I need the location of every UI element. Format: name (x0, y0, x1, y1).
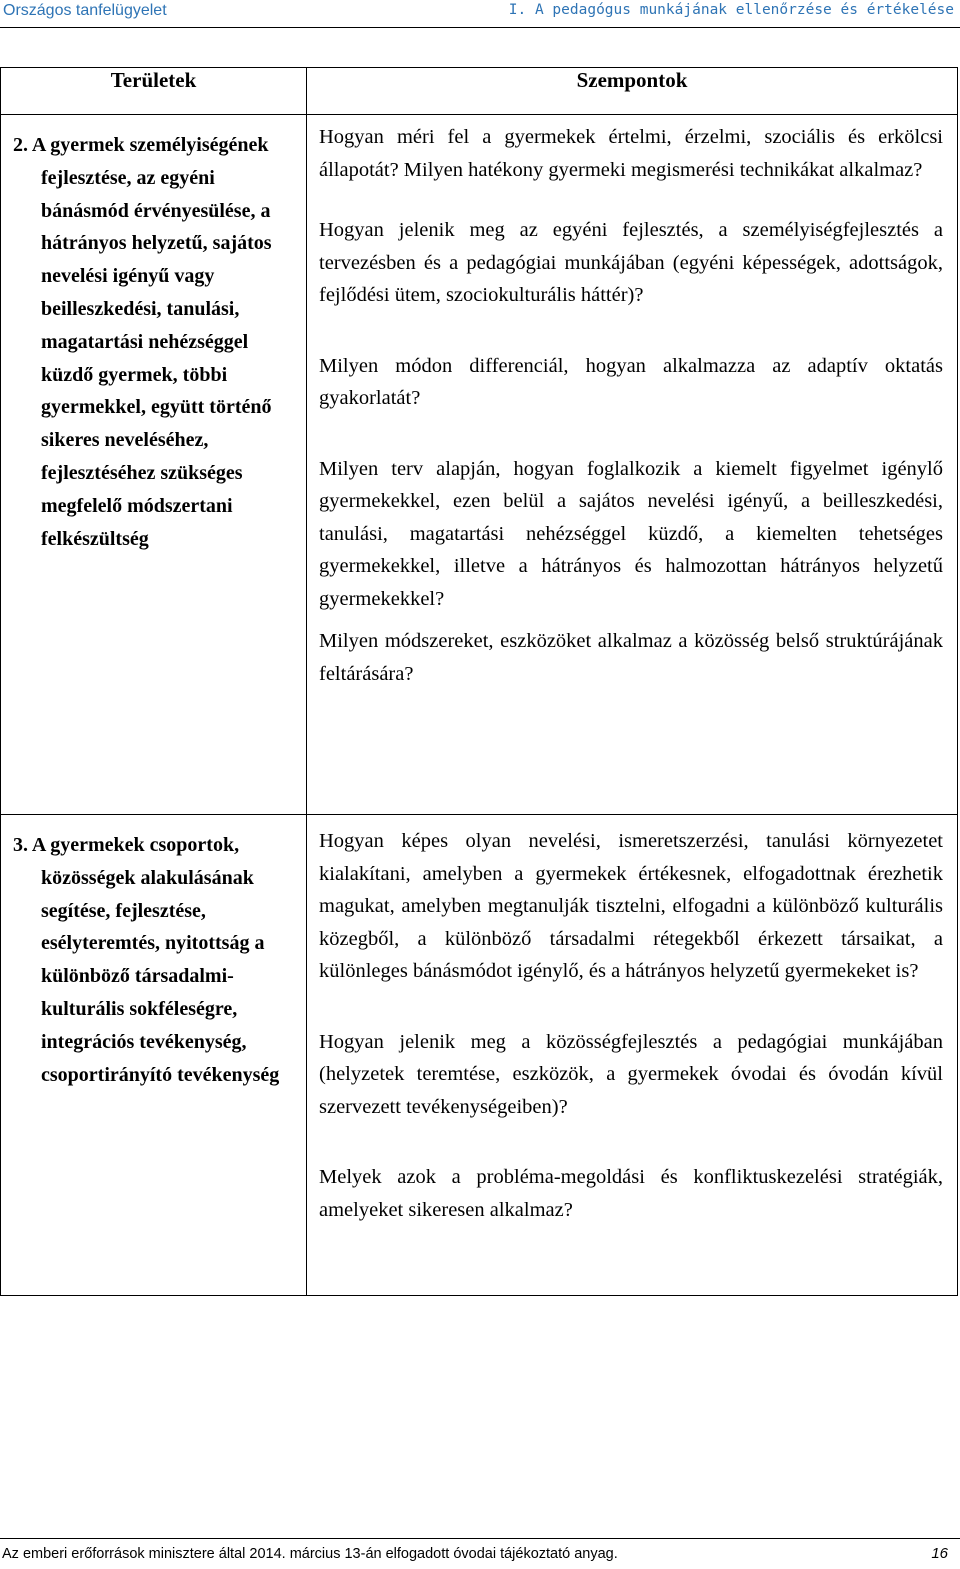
header-divider (0, 27, 960, 28)
header-left-title: Országos tanfelügyelet (3, 2, 167, 19)
aspect-text: Hogyan képes olyan nevelési, ismeretszerzési, tanulási környezetet kialakítani, amelyben a gyermekek értékesnek, elfogadottnak érezhetik magukat, amelyben megtanulják tisztelni, elfogadni a különböző kulturális közegből, a különböző társadalmi rétegekből érkezett társaikat, a különleges bánásmódot igénylő, és a hátrányos helyzetű gyermekeket is? (319, 830, 943, 982)
column-header-aspects: Szempontok (307, 68, 958, 115)
aspect-text: Milyen módon differenciál, hogyan alkalmazza az adaptív oktatás gyakorlatát? (319, 354, 943, 409)
area-cell: 3. A gyermekek csoportok, közösségek alakulásának segítése, fejlesztése, esélyteremtés, nyitottság a különböző társadalmi-kulturális sokféleségre, integrációs tevékenység, csoportirányító tevékenység (1, 815, 307, 1296)
page-header (0, 0, 960, 26)
aspects-cell (307, 815, 958, 1296)
column-header-areas: Területek (1, 68, 307, 115)
page-number: 16 (931, 1545, 948, 1562)
table-header-row (1, 68, 958, 115)
aspects-cell (307, 115, 958, 815)
criteria-table (0, 67, 958, 1296)
aspect-text: Hogyan méri fel a gyermekek értelmi, érzelmi, szociális és erkölcsi állapotát? Milyen hatékony gyermeki megismerési technikákat alkalmaz? (319, 126, 943, 181)
table-row (1, 115, 958, 815)
aspect-text: Hogyan jelenik meg a közösségfejlesztés a pedagógiai munkájában (helyzetek teremtése, eszközök, a gyermekek óvodai és óvodán kívül szervezett tevékenységeiben)? (319, 1030, 943, 1118)
aspect-text: Hogyan jelenik meg az egyéni fejlesztés, a személyiségfejlesztés a tervezésben és a pedagógiai munkájában (egyéni képességek, adottságok, fejlődési ütem, szociokulturális háttér)? (319, 219, 943, 306)
footer-text: Az emberi erőforrások minisztere által 2014. március 13-án elfogadott óvodai tájékoztató anyag. (2, 1546, 618, 1562)
footer-divider (0, 1538, 960, 1539)
table-row (1, 815, 958, 1296)
header-right-title: I. A pedagógus munkájának ellenőrzése és értékelése (508, 2, 954, 18)
aspect-text: Milyen terv alapján, hogyan foglalkozik a kiemelt figyelmet igénylő gyermekekkel, ezen belül a sajátos nevelési igényű, a beilleszkedési, tanulási, magatartási nehézséggel küzdő, a kiemelten tehetséges gyermekekkel, illetve a hátrányos és halmozottan hátrányos helyzetű gyermekekkel? (319, 457, 943, 610)
area-cell: 2. A gyermek személyiségének fejlesztése, az egyéni bánásmód érvényesülése, a hátrányos helyzetű, sajátos nevelési igényű vagy beilleszkedési, tanulási, magatartási nehézséggel küzdő gyermek, többi gyermekkel, együtt történő sikeres neveléséhez, fejlesztéséhez szükséges megfelelő módszertani felkészültség (1, 115, 307, 815)
aspect-text: Milyen módszereket, eszközöket alkalmaz a közösség belső struktúrájának feltárására? (319, 630, 943, 685)
aspect-text: Melyek azok a probléma-megoldási és konfliktuskezelési stratégiák, amelyeket sikeresen alkalmaz? (319, 1166, 943, 1221)
